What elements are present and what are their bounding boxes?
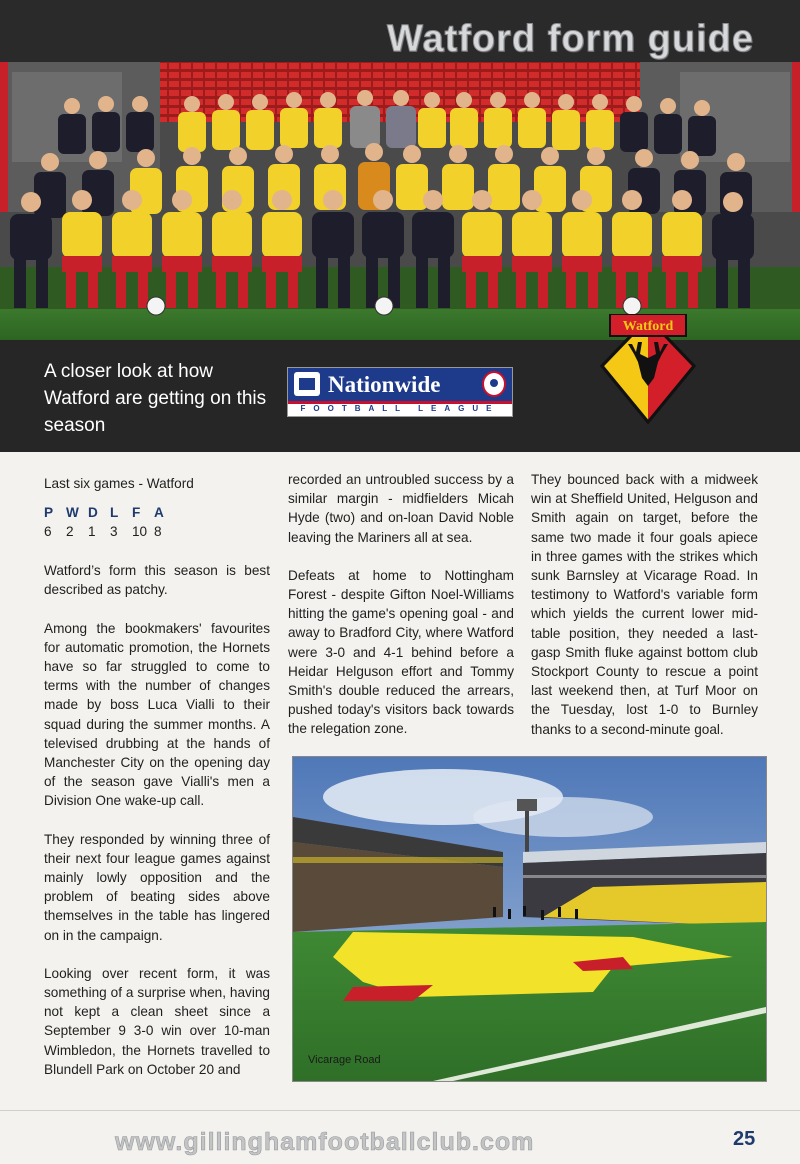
stadium-illustration [293,757,766,1081]
page-title: Watford form guide [387,18,754,60]
lead-paragraph: Watford’s form this season is best described as patchy. [44,563,270,598]
sponsor-house-icon [294,372,320,396]
page-number: 25 [733,1128,756,1150]
watford-crest-icon [598,314,698,426]
stadium-photo [292,756,767,1082]
stat-header: F [132,505,141,521]
club-website-url: www.gillinghamfootballclub.com [115,1128,535,1156]
photo-caption: Vicarage Road [308,1054,381,1066]
stat-header: A [154,505,164,521]
league-badge-icon [482,371,506,397]
stat-header: L [110,505,119,521]
last-six-heading: Last six games - Watford [44,476,194,491]
stat-value: 1 [88,524,96,540]
body-paragraph: recorded an untroubled success by a similar margin - midfielders Micah Hyde (two) and on-loan David Noble leaving the Mariners all at sea. [288,472,514,545]
stat-header: P [44,505,54,521]
article-column-2 [288,470,514,758]
team-photo [0,62,800,340]
body-paragraph: They bounced back with a midweek win at Sheffield United, Helguson and Smith again on target, before the same two made it four goals apiece in three games with the strikes which sunk Barnsley at Vicarage Road. In testimony to Watford's variable form which yields the current lower mid-table position, they needed a last-gasp Smith fluke against bottom club Stockport County to rescue a point last weekend then, at Turf Moor on the Tuesday, lost 1-0 to Burnley thanks to a second-minute goal. [531,472,758,737]
strapline: A closer look at how Watford are getting on this season [44,361,267,436]
body-paragraph: Among the bookmakers' favourites for automatic promotion, the Hornets have so far struggled to come to terms with the number of changes made by boss Luca Vialli to their squad during the summer months. A televised drubbing at the hands of Manchester City on the opening day of the season gave Vialli's men a Division One wake-up call. [44,620,270,809]
stat-header: D [88,505,98,521]
stat-header: W [66,505,79,521]
body-paragraph: They responded by winning three of their next four league games against mainly lowly opposition and the problem of beating sides above themselves in the table has lingered on in the campaign. [44,831,270,943]
form-stats-table [44,503,270,541]
article-column-3 [531,470,758,758]
stat-value: 2 [66,524,74,540]
footer-divider [0,1110,800,1111]
sponsor-name: Nationwide [328,372,441,397]
sponsor-logo [287,367,513,417]
crest-label: Watford [622,319,674,334]
stat-value: 10 [132,524,148,540]
team-photo-illustration [0,62,800,340]
sponsor-subtitle: FOOTBALL LEAGUE [300,404,500,413]
stat-value: 8 [154,524,162,540]
article-column-1 [44,474,270,1098]
body-paragraph: Defeats at home to Nottingham Forest - despite Gifton Noel-Williams hitting the game's opening goal - and away to Bradford City, where Watford were 3-0 and 4-1 behind before a Heidar Helguson effort and Tommy Smith's double reduced the arrears, pushed today's visitors back towards the relegation zone. [288,567,514,737]
stat-value: 3 [110,524,118,540]
stat-value: 6 [44,524,52,540]
body-paragraph: Looking over recent form, it was something of a surprise when, having not kept a clean sheet since a September 9 3-0 win over 10-man Wimbledon, the Hornets travelled to Blundell Park on October 20 and [44,965,270,1077]
